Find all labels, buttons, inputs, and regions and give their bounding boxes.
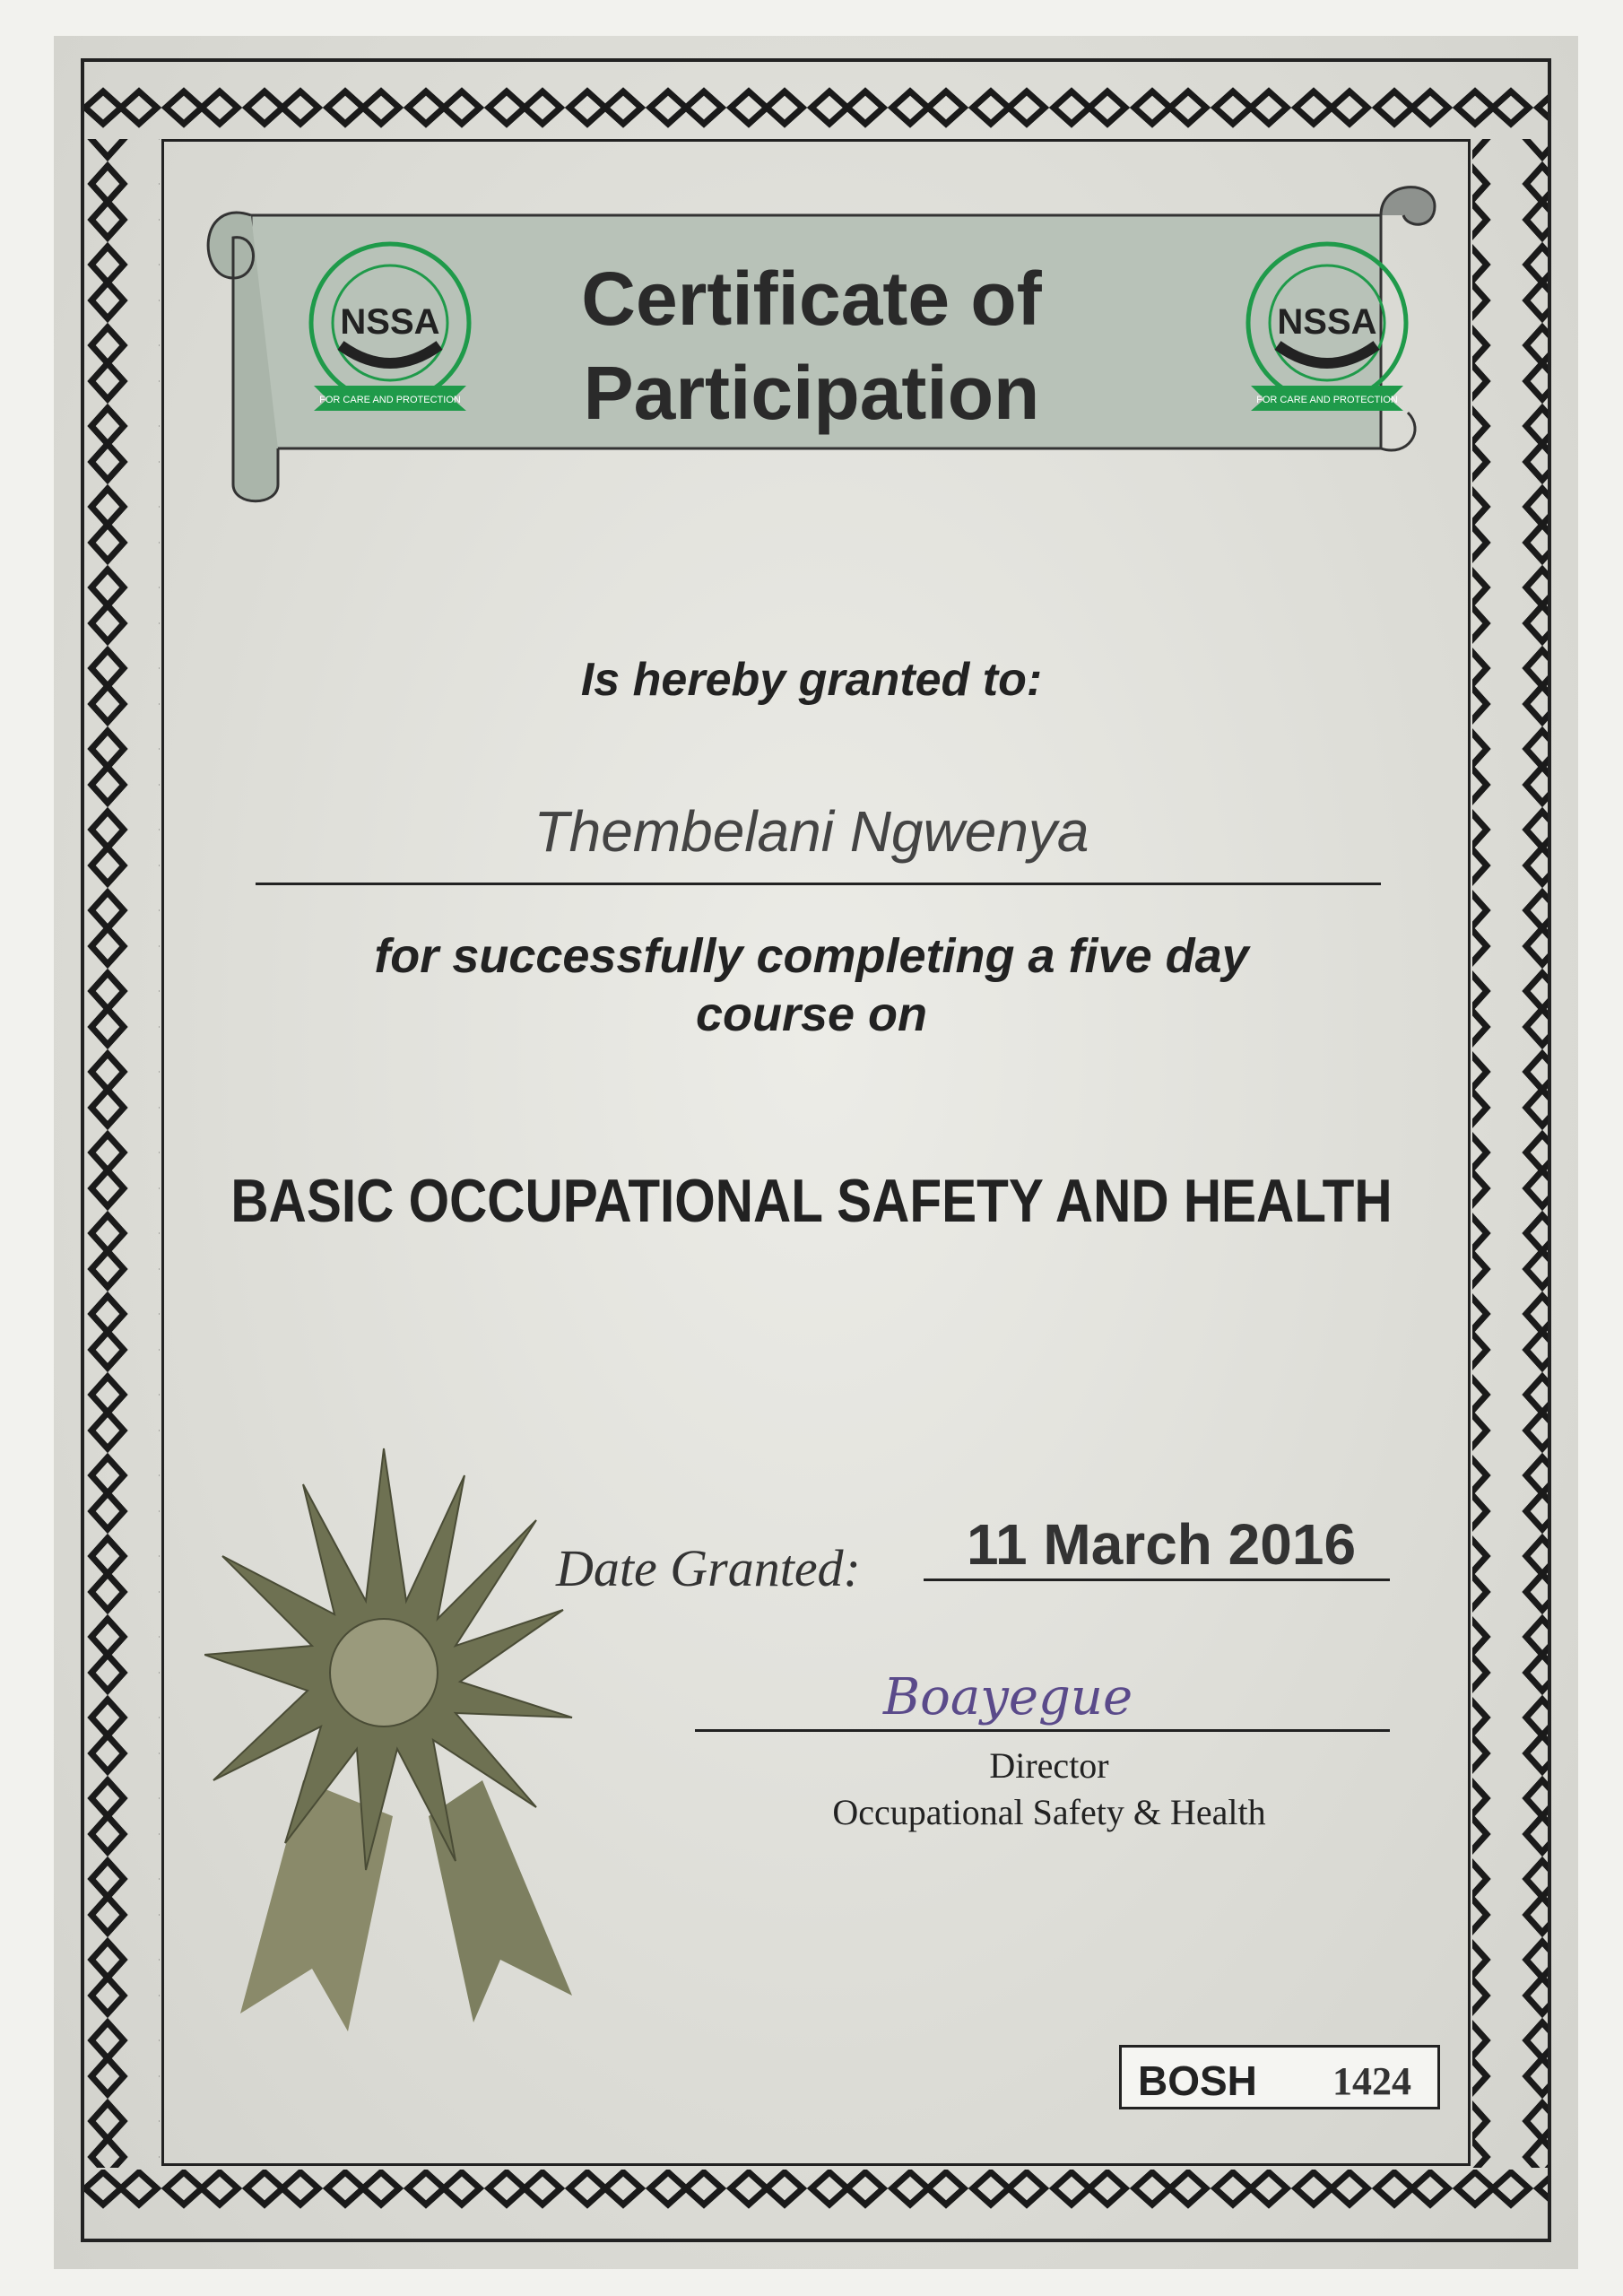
date-underline [924, 1578, 1390, 1581]
svg-text:FOR CARE AND PROTECTION: FOR CARE AND PROTECTION [319, 395, 461, 405]
completion-line-2: course on [695, 987, 928, 1041]
course-name: BASIC OCCUPATIONAL SAFETY AND HEALTH [230, 1167, 1393, 1235]
granted-to-label: Is hereby granted to: [580, 654, 1043, 706]
svg-text:NSSA: NSSA [340, 302, 440, 342]
serial-box [1119, 2045, 1440, 2109]
name-underline [256, 883, 1381, 885]
completion-line-1: for successfully completing a five day [374, 929, 1249, 983]
svg-text:FOR CARE AND PROTECTION: FOR CARE AND PROTECTION [1256, 395, 1398, 405]
recipient-name: Thembelani Ngwenya [534, 799, 1089, 864]
signature-line [695, 1729, 1390, 1732]
rosette-emblem [204, 1439, 581, 2040]
serial-number: 1424 [1332, 2059, 1411, 2103]
title-line-1: Certificate of [581, 257, 1042, 341]
signatory-department: Occupational Safety & Health [832, 1792, 1266, 1832]
svg-text:NSSA: NSSA [1277, 302, 1377, 342]
serial-prefix: BOSH [1138, 2057, 1257, 2104]
signatory-title: Director [989, 1745, 1109, 1786]
signature: Boayegue [883, 1668, 1133, 1726]
title-line-2: Participation [583, 351, 1040, 435]
date-value: 11 March 2016 [966, 1512, 1357, 1577]
date-label: Date Granted: [556, 1539, 861, 1597]
